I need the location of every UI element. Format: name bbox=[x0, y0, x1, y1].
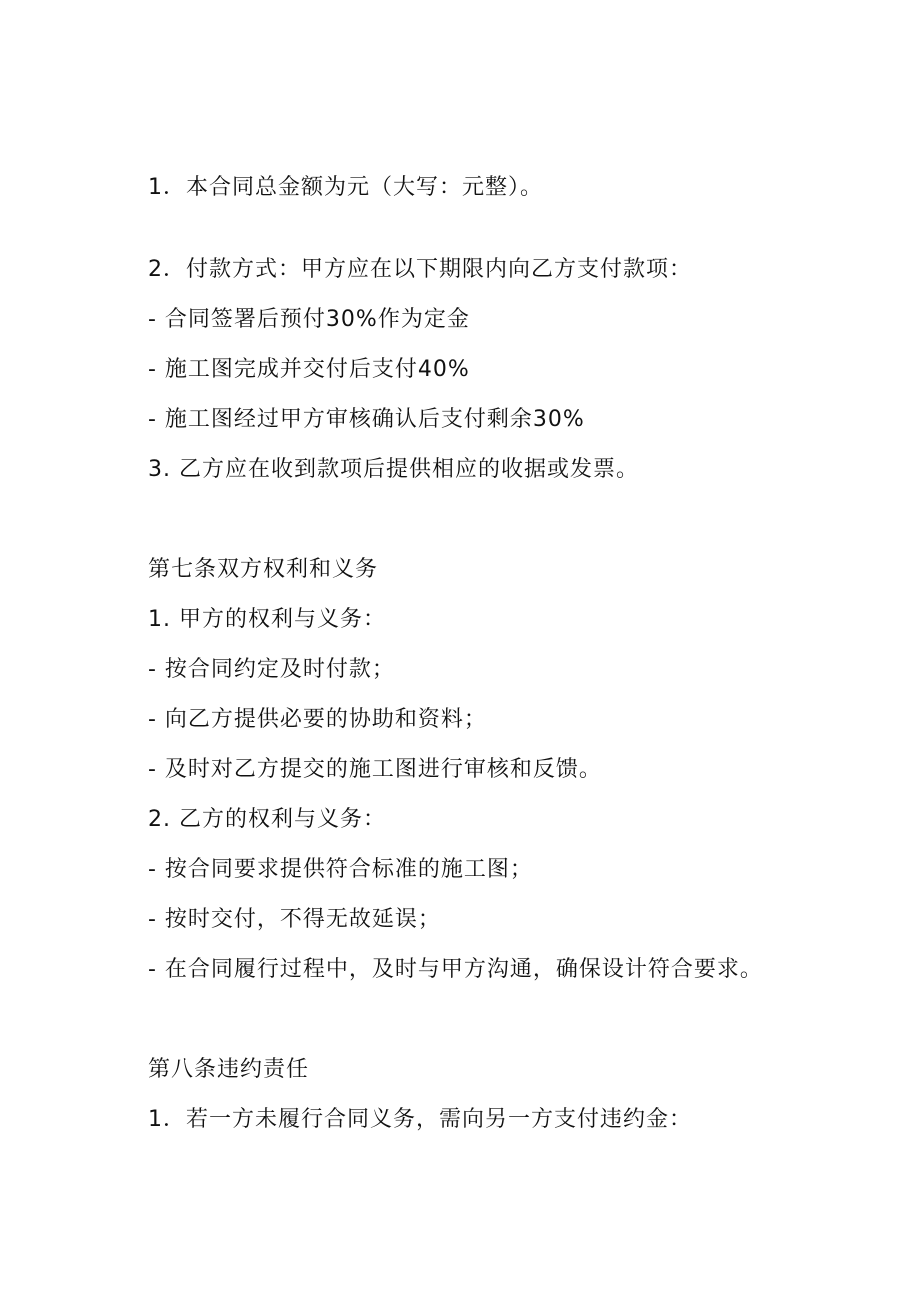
list-item: - 及时对乙方提交的施工图进行审核和反馈。 bbox=[148, 757, 602, 782]
list-item: - 在合同履行过程中，及时与甲方沟通，确保设计符合要求。 bbox=[148, 957, 763, 982]
list-item: - 按合同要求提供符合标准的施工图； bbox=[148, 857, 533, 882]
list-item: - 按时交付，不得无故延误； bbox=[148, 907, 441, 932]
receipt-clause: 3. 乙方应在收到款项后提供相应的收据或发票。 bbox=[148, 457, 639, 482]
list-item: - 施工图完成并交付后支付40% bbox=[148, 357, 470, 382]
party-b-rights-heading: 2. 乙方的权利与义务： bbox=[148, 807, 386, 832]
section-heading-article-7: 第七条双方权利和义务 bbox=[148, 557, 379, 582]
breach-clause: 1．若一方未履行合同义务，需向另一方支付违约金： bbox=[148, 1107, 692, 1132]
payment-method-clause: 2．付款方式：甲方应在以下期限内向乙方支付款项： bbox=[148, 257, 692, 282]
list-item: - 按合同约定及时付款； bbox=[148, 657, 395, 682]
list-item: - 施工图经过甲方审核确认后支付剩余30% bbox=[148, 407, 585, 432]
section-heading-article-8: 第八条违约责任 bbox=[148, 1057, 310, 1082]
payment-total-clause: 1．本合同总金额为元（大写：元整）。 bbox=[148, 175, 543, 200]
list-item: - 向乙方提供必要的协助和资料； bbox=[148, 707, 487, 732]
list-item: - 合同签署后预付30%作为定金 bbox=[148, 307, 470, 332]
party-a-rights-heading: 1. 甲方的权利与义务： bbox=[148, 607, 386, 632]
